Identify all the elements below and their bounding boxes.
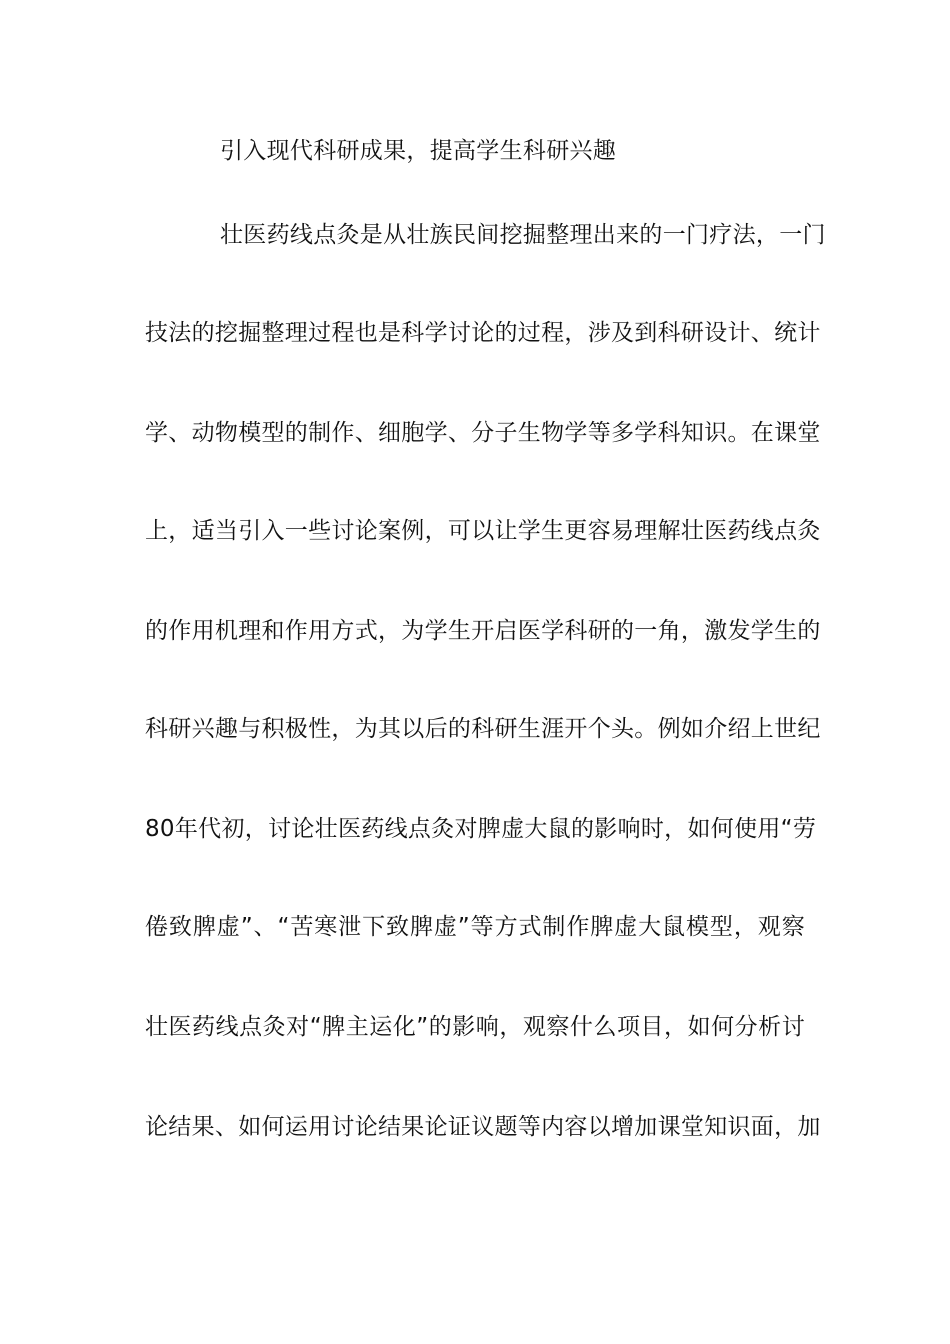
section-heading: 引入现代科研成果，提高学生科研兴趣 bbox=[220, 138, 617, 164]
paragraph-line-10: 论结果、如何运用讨论结果论证议题等内容以增加课堂知识面，加 bbox=[145, 1114, 821, 1140]
paragraph-line-4: 上，适当引入一些讨论案例，可以让学生更容易理解壮医药线点灸 bbox=[145, 518, 821, 544]
paragraph-line-9: 壮医药线点灸对“脾主运化”的影响，观察什么项目，如何分析讨 bbox=[145, 1014, 805, 1040]
paragraph-line-3: 学、动物模型的制作、细胞学、分子生物学等多学科知识。在课堂 bbox=[145, 420, 821, 446]
paragraph-line-2: 技法的挖掘整理过程也是科学讨论的过程，涉及到科研设计、统计 bbox=[145, 320, 821, 346]
paragraph-line-8: 倦致脾虚”、“苦寒泄下致脾虚”等方式制作脾虚大鼠模型，观察 bbox=[145, 914, 805, 940]
paragraph-line-7: 80年代初，讨论壮医药线点灸对脾虚大鼠的影响时，如何使用“劳 bbox=[145, 816, 817, 842]
paragraph-line-1: 壮医药线点灸是从壮族民间挖掘整理出来的一门疗法，一门 bbox=[220, 222, 826, 248]
paragraph-line-5: 的作用机理和作用方式，为学生开启医学科研的一角，激发学生的 bbox=[145, 618, 821, 644]
paragraph-line-6: 科研兴趣与积极性，为其以后的科研生涯开个头。例如介绍上世纪 bbox=[145, 716, 821, 742]
